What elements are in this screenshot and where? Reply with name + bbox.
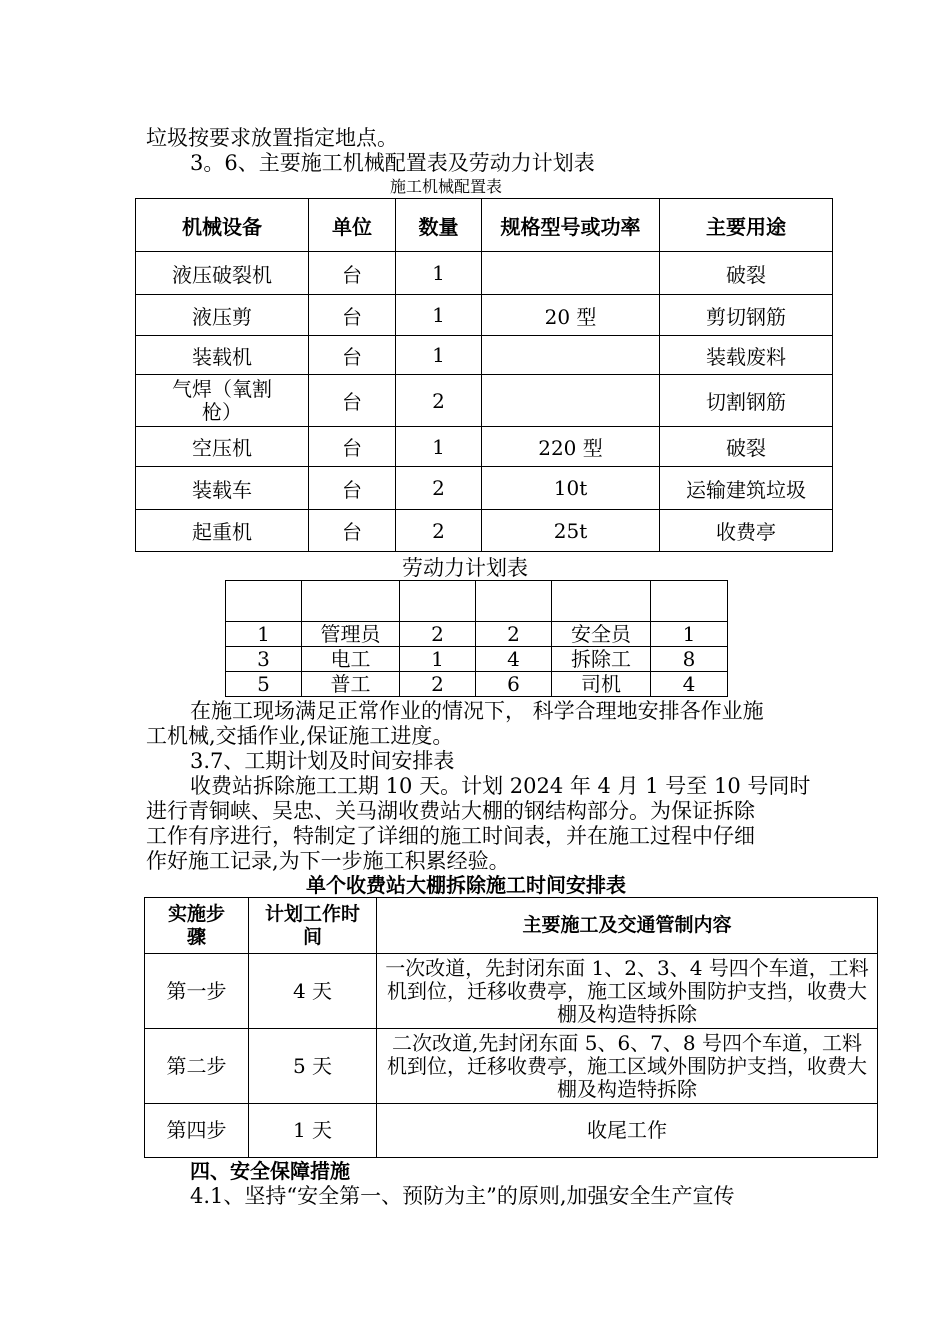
cell: 2 bbox=[400, 672, 476, 697]
cell bbox=[476, 581, 552, 622]
cell: 2 bbox=[400, 622, 476, 647]
cell: 1 bbox=[396, 336, 482, 375]
cell: 台 bbox=[309, 510, 396, 552]
cell: 1 bbox=[396, 295, 482, 336]
cell: 4 天 bbox=[249, 954, 377, 1029]
cell bbox=[482, 336, 660, 375]
cell: 安全员 bbox=[552, 622, 651, 647]
cell bbox=[482, 252, 660, 295]
cell: 一次改道，先封闭东面 1、2、3、4 号四个车道，工料机到位，迁移收费亭，施工区域外围防护支挡，收费大棚及构造特拆除 bbox=[377, 954, 878, 1029]
cell: 破裂 bbox=[660, 252, 833, 295]
header-cell: 主要施工及交通管制内容 bbox=[377, 898, 878, 954]
cell: 2 bbox=[396, 467, 482, 510]
paragraph-line: 作好施工记录,为下一步施工积累经验。 bbox=[146, 849, 510, 873]
cell: 1 bbox=[226, 622, 302, 647]
cell: 起重机 bbox=[136, 510, 309, 552]
cell: 二次改道,先封闭东面 5、6、7、8 号四个车道，工料机到位，迁移收费亭，施工区域外围防护支挡，收费大棚及构造特拆除 bbox=[377, 1029, 878, 1104]
cell bbox=[552, 581, 651, 622]
machine-table-header bbox=[136, 199, 833, 252]
cell: 拆除工 bbox=[552, 647, 651, 672]
cell: 第二步 bbox=[145, 1029, 249, 1104]
cell: 收费亭 bbox=[660, 510, 833, 552]
cell: 剪切钢筋 bbox=[660, 295, 833, 336]
paragraph-line: 垃圾按要求放置指定地点。 bbox=[146, 126, 398, 150]
machine-table bbox=[135, 198, 833, 552]
cell: 装载机 bbox=[136, 336, 309, 375]
cell: 1 天 bbox=[249, 1104, 377, 1158]
cell: 5 天 bbox=[249, 1029, 377, 1104]
cell: 台 bbox=[309, 252, 396, 295]
table-row bbox=[226, 672, 728, 697]
cell: 第四步 bbox=[145, 1104, 249, 1158]
cell bbox=[482, 375, 660, 427]
cell: 装载废料 bbox=[660, 336, 833, 375]
cell: 4 bbox=[476, 647, 552, 672]
cell: 1 bbox=[396, 427, 482, 467]
cell: 电工 bbox=[302, 647, 400, 672]
paragraph-line: 工作有序进行，特制定了详细的施工时间表，并在施工过程中仔细 bbox=[146, 824, 755, 848]
cell: 司机 bbox=[552, 672, 651, 697]
cell: 液压破裂机 bbox=[136, 252, 309, 295]
cell: 3 bbox=[226, 647, 302, 672]
table-row bbox=[136, 427, 833, 467]
cell: 管理员 bbox=[302, 622, 400, 647]
cell: 1 bbox=[400, 647, 476, 672]
cell bbox=[226, 581, 302, 622]
cell: 运输建筑垃圾 bbox=[660, 467, 833, 510]
cell: 空压机 bbox=[136, 427, 309, 467]
cell: 台 bbox=[309, 295, 396, 336]
paragraph-line: 4.1、坚持“安全第一、预防为主”的原则,加强安全生产宣传 bbox=[190, 1184, 735, 1208]
cell: 20 型 bbox=[482, 295, 660, 336]
header-cell: 实施步骤 bbox=[145, 898, 249, 954]
labor-table-caption: 劳动力计划表 bbox=[402, 556, 528, 580]
cell: 5 bbox=[226, 672, 302, 697]
paragraph-line: 收费站拆除施工工期 10 天。计划 2024 年 4 月 1 号至 10 号同时 bbox=[190, 774, 811, 798]
labor-table bbox=[225, 580, 728, 697]
cell: 破裂 bbox=[660, 427, 833, 467]
cell: 液压剪 bbox=[136, 295, 309, 336]
section-heading-3-6: 3。6、主要施工机械配置表及劳动力计划表 bbox=[190, 151, 595, 175]
cell bbox=[651, 581, 728, 622]
section-heading-4: 四、安全保障措施 bbox=[190, 1159, 350, 1183]
header-cell: 单位 bbox=[309, 199, 396, 252]
paragraph-line: 在施工现场满足正常作业的情况下， 科学合理地安排各作业施 bbox=[190, 699, 764, 723]
schedule-table-caption: 单个收费站大棚拆除施工时间安排表 bbox=[306, 873, 626, 897]
cell: 220 型 bbox=[482, 427, 660, 467]
cell: 1 bbox=[651, 622, 728, 647]
header-cell: 机械设备 bbox=[136, 199, 309, 252]
header-cell: 数量 bbox=[396, 199, 482, 252]
header-cell: 规格型号或功率 bbox=[482, 199, 660, 252]
cell: 8 bbox=[651, 647, 728, 672]
cell: 4 bbox=[651, 672, 728, 697]
cell: 6 bbox=[476, 672, 552, 697]
table-row bbox=[136, 252, 833, 295]
cell: 装载车 bbox=[136, 467, 309, 510]
table-row bbox=[145, 954, 878, 1029]
cell: 台 bbox=[309, 336, 396, 375]
machine-table-caption: 施工机械配置表 bbox=[390, 177, 503, 196]
table-row bbox=[136, 467, 833, 510]
cell: 2 bbox=[396, 510, 482, 552]
paragraph-line: 进行青铜峡、吴忠、关马湖收费站大棚的钢结构部分。为保证拆除 bbox=[146, 799, 755, 823]
cell: 切割钢筋 bbox=[660, 375, 833, 427]
table-row bbox=[136, 295, 833, 336]
cell: 台 bbox=[309, 427, 396, 467]
section-heading-3-7: 3.7、工期计划及时间安排表 bbox=[190, 749, 455, 773]
table-row bbox=[226, 581, 728, 622]
cell: 10t bbox=[482, 467, 660, 510]
cell: 普工 bbox=[302, 672, 400, 697]
table-row bbox=[226, 647, 728, 672]
cell: 2 bbox=[396, 375, 482, 427]
cell bbox=[400, 581, 476, 622]
header-cell: 主要用途 bbox=[660, 199, 833, 252]
table-row bbox=[136, 375, 833, 427]
schedule-table-header bbox=[145, 898, 878, 954]
paragraph-line: 工机械,交插作业,保证施工进度。 bbox=[146, 724, 454, 748]
cell: 25t bbox=[482, 510, 660, 552]
schedule-table bbox=[144, 897, 878, 1158]
cell: 1 bbox=[396, 252, 482, 295]
cell: 台 bbox=[309, 375, 396, 427]
table-row bbox=[145, 1104, 878, 1158]
header-cell: 计划工作时间 bbox=[249, 898, 377, 954]
table-row bbox=[226, 622, 728, 647]
table-row bbox=[136, 510, 833, 552]
cell: 收尾工作 bbox=[377, 1104, 878, 1158]
cell: 第一步 bbox=[145, 954, 249, 1029]
cell: 台 bbox=[309, 467, 396, 510]
table-row bbox=[136, 336, 833, 375]
cell bbox=[302, 581, 400, 622]
cell: 气焊（氧割枪） bbox=[136, 375, 309, 427]
table-row bbox=[145, 1029, 878, 1104]
cell: 2 bbox=[476, 622, 552, 647]
